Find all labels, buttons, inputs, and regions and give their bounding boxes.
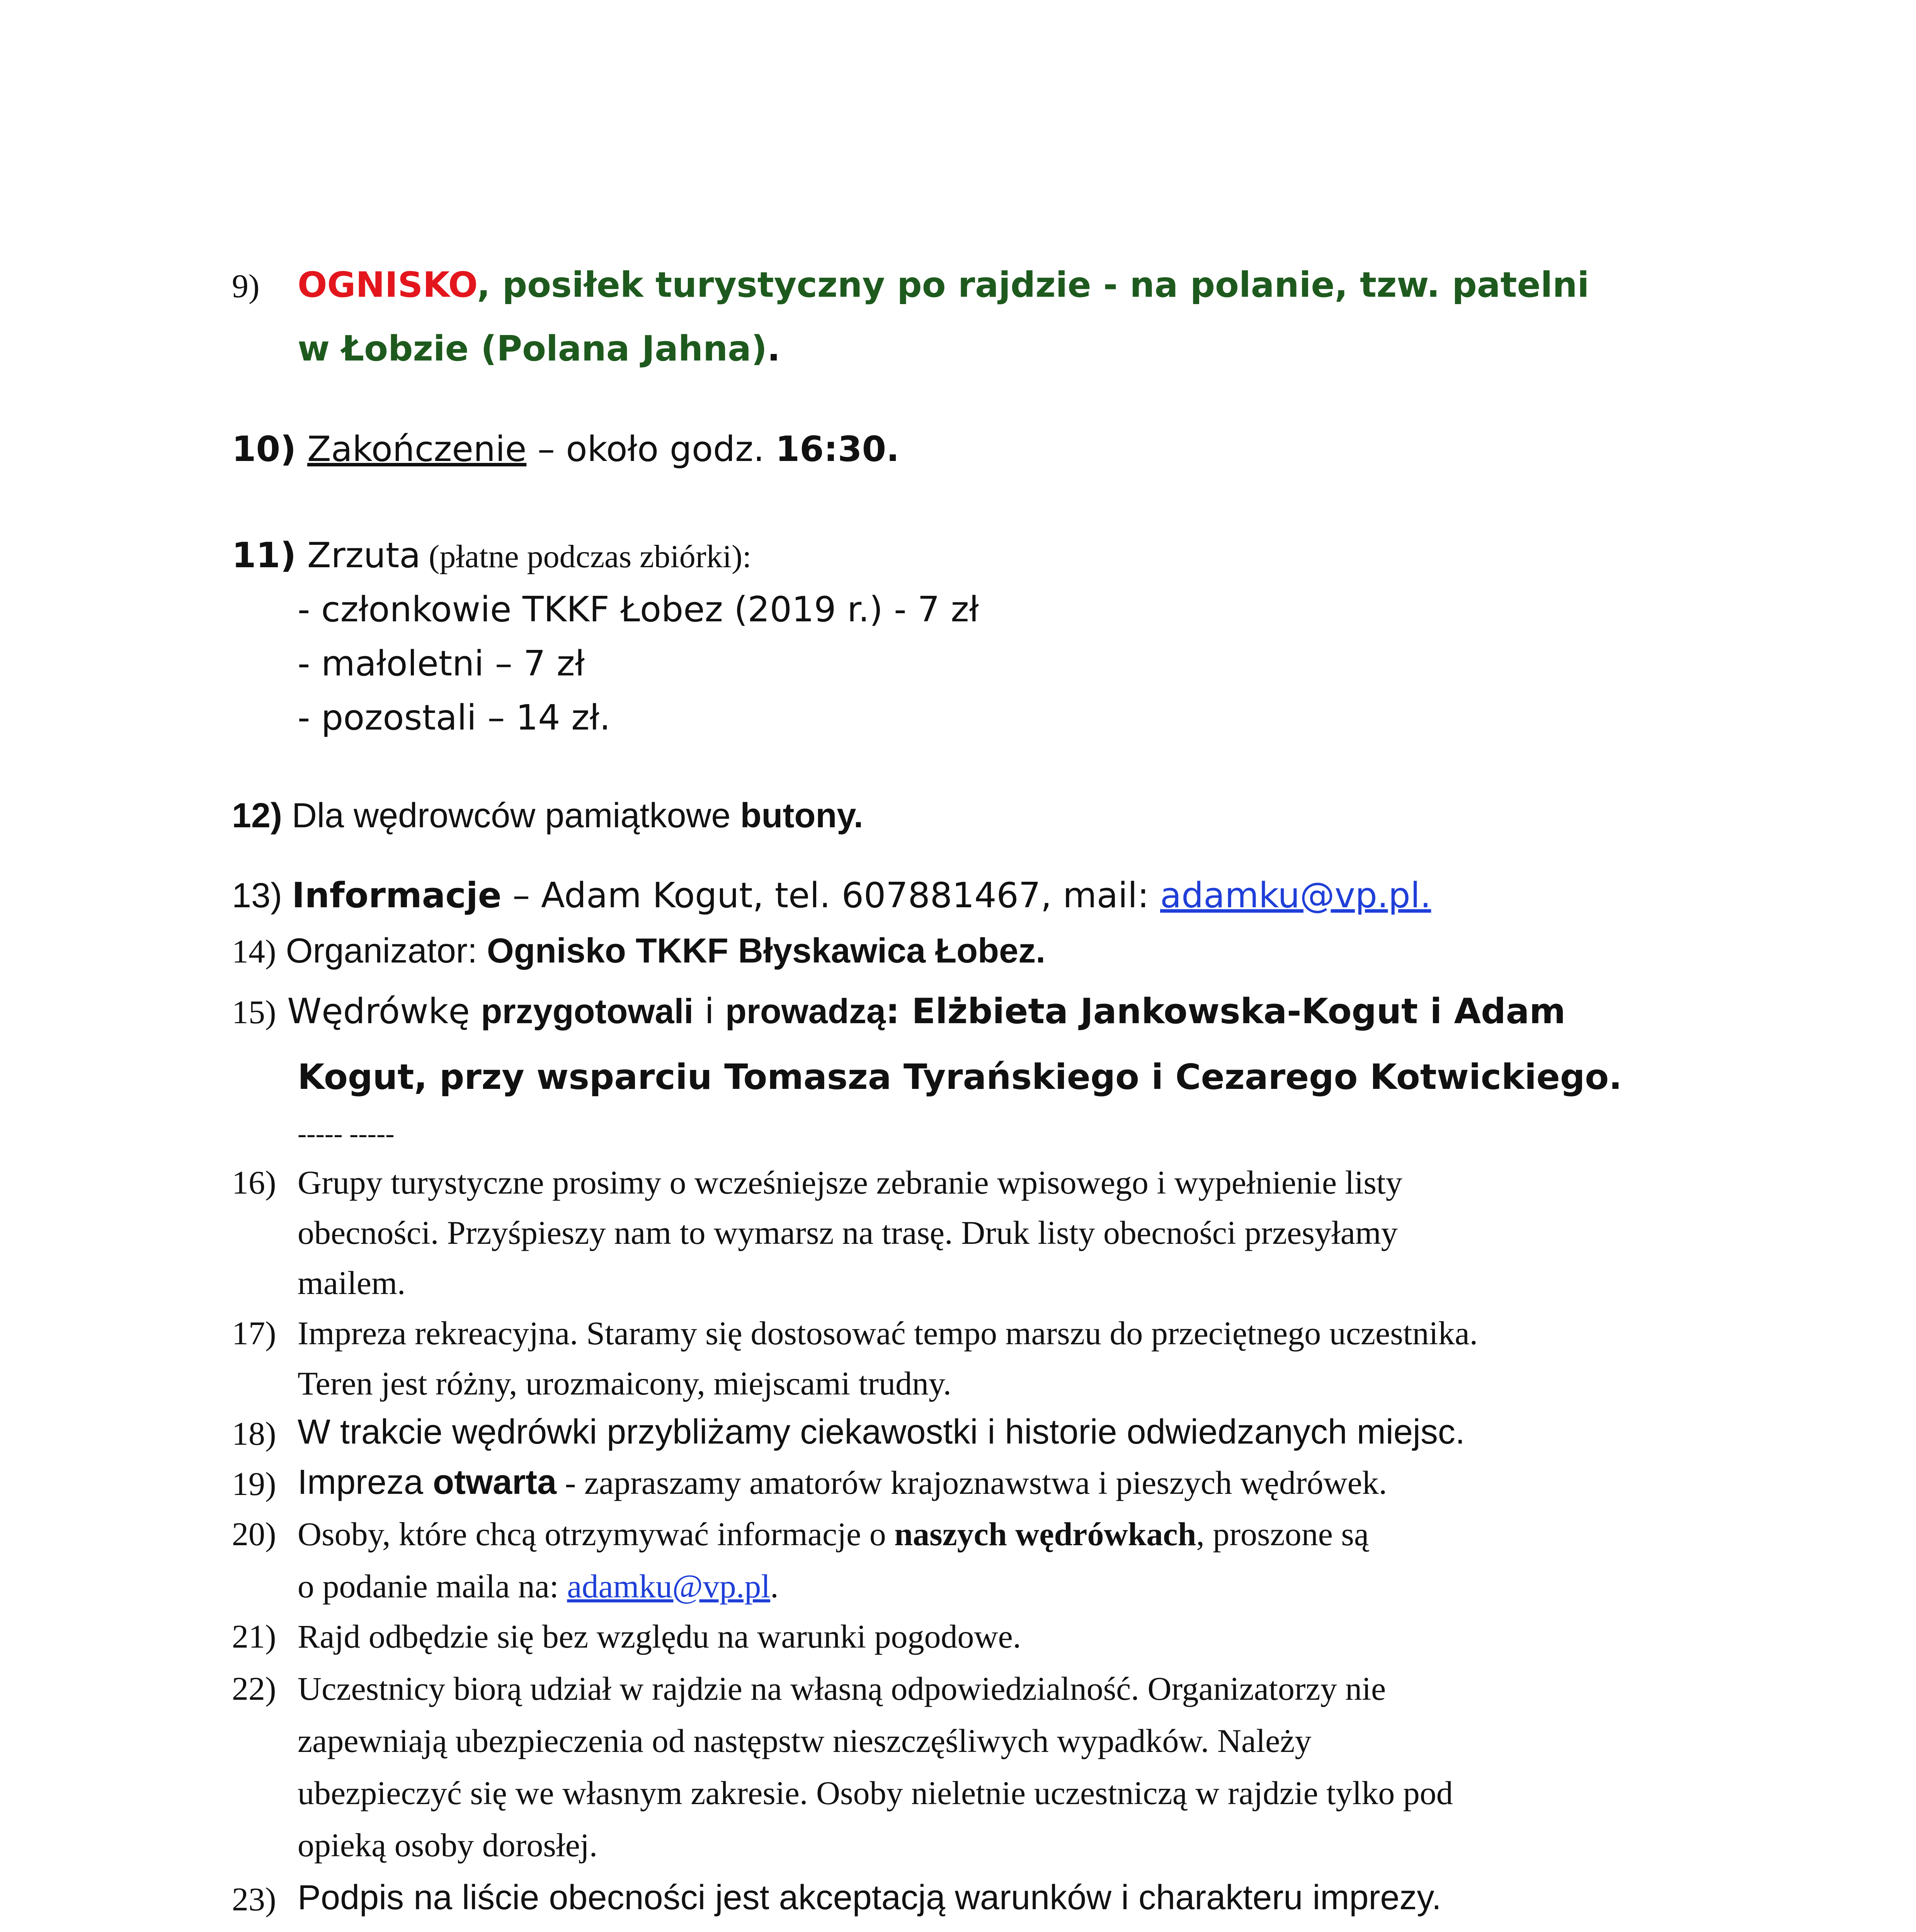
item-21-text: Rajd odbędzie się bez względu na warunki pogodowe.	[298, 1618, 1021, 1655]
item-20-line1	[298, 1515, 1369, 1553]
item-22-line-2: zapewniają ubezpieczenia od następstw nieszczęśliwych wypadków. Należy	[298, 1722, 1312, 1759]
item-11-note: (płatne podczas zbiórki):	[420, 539, 752, 575]
item-13-text: – Adam Kogut, tel. 607881467, mail:	[501, 875, 1160, 916]
item-12-text: Dla wędrowców pamiątkowe	[282, 796, 740, 835]
item-12	[232, 796, 863, 836]
item-10-label: Zakończenie	[307, 429, 527, 469]
item-10	[232, 429, 899, 469]
item-9-line1	[298, 265, 1589, 305]
item-11-line-3: - pozostali – 14 zł.	[298, 697, 611, 738]
item-22-line-4: opieką osoby dorosłej.	[298, 1827, 598, 1864]
item-19-p2: - zapraszamy amatorów krajoznawstwa i pieszych wędrówek.	[556, 1464, 1387, 1501]
item-23-text: Podpis na liście obecności jest akceptacją warunków i charakteru imprezy.	[298, 1878, 1441, 1917]
item-11-label: Zrzuta	[307, 535, 421, 576]
item-16-number: 16)	[232, 1164, 276, 1201]
item-16-line-3: mailem.	[298, 1264, 406, 1301]
item-15-number: 15)	[232, 993, 276, 1031]
item-9-number: 9)	[232, 267, 260, 304]
item-19-p1: Impreza	[298, 1463, 433, 1502]
item-17-line-1: Impreza rekreacyjna. Staramy się dostosować tempo marszu do przeciętnego uczestnika.	[298, 1315, 1478, 1352]
ognisko-label: OGNISKO	[298, 265, 477, 305]
item-14-bold: Ognisko TKKF Błyskawica Łobez.	[487, 932, 1046, 970]
item-19-bold: otwarta	[433, 1463, 557, 1502]
item-14-number: 14)	[232, 933, 276, 970]
item-21-number: 21)	[232, 1618, 276, 1655]
item-11-number: 11)	[232, 535, 296, 576]
item-15-separator: ----- -----	[298, 1119, 395, 1149]
item-20-line2-text: o podanie maila na:	[298, 1568, 567, 1605]
item-9-line1-rest: , posiłek turystyczny po rajdzie - na polanie, tzw. patelni	[477, 265, 1589, 305]
item-20-line2	[298, 1567, 779, 1605]
item-22-line-3: ubezpieczyć się we własnym zakresie. Osoby nieletnie uczestniczą w rajdzie tylko pod	[298, 1774, 1453, 1811]
item-11-line-1: - członkowie TKKF Łobez (2019 r.) - 7 zł	[298, 589, 979, 630]
item-23-number: 23)	[232, 1881, 276, 1918]
item-15-p2: przygotowali	[481, 992, 694, 1031]
item-15-line1	[232, 991, 1565, 1032]
item-20-p2: , proszone są	[1196, 1515, 1369, 1553]
item-9-line2	[298, 328, 780, 369]
item-19-text	[298, 1463, 1387, 1502]
item-19-number: 19)	[232, 1465, 276, 1502]
item-15-line2: Kogut, przy wsparciu Tomasza Tyrańskiego i Cezarego Kotwickiego.	[298, 1057, 1622, 1097]
item-13-email-link[interactable]: adamku@vp.pl.	[1160, 875, 1431, 916]
item-14-text: Organizator:	[276, 932, 487, 970]
item-17-line-2: Teren jest różny, urozmaicony, miejscami trudny.	[298, 1365, 951, 1402]
item-9-line2-text: w Łobzie (Polana Jahna)	[298, 328, 767, 369]
item-9-line2-dot: .	[767, 328, 781, 369]
item-13-bold: Informacje	[292, 875, 502, 916]
item-16-line-2: obecności. Przyśpieszy nam to wymarsz na trasę. Druk listy obecności przesyłamy	[298, 1214, 1398, 1251]
item-20-email-link[interactable]: adamku@vp.pl	[567, 1568, 771, 1605]
item-20-bold: naszych wędrówkach	[894, 1515, 1196, 1553]
item-11-heading	[232, 535, 751, 576]
item-13	[232, 875, 1431, 916]
item-10-mid: – około godz.	[526, 429, 776, 469]
item-20-p1: Osoby, które chcą otrzymywać informacje o	[298, 1515, 895, 1553]
item-15-p5: : Elżbieta Jankowska-Kogut i Adam	[885, 991, 1566, 1032]
item-16-line-1: Grupy turystyczne prosimy o wcześniejsze zebranie wpisowego i wypełnienie listy	[298, 1164, 1402, 1201]
item-14	[232, 931, 1045, 971]
item-18-number: 18)	[232, 1415, 276, 1452]
item-11-line-2: - małoletni – 7 zł	[298, 643, 585, 684]
item-18-text: W trakcie wędrówki przybliżamy ciekawostki i historie odwiedzanych miejsc.	[298, 1413, 1465, 1451]
item-17-number: 17)	[232, 1315, 276, 1352]
item-22-number: 22)	[232, 1670, 276, 1707]
item-12-bold: butony.	[740, 796, 863, 835]
item-15-p4: prowadzą	[725, 992, 886, 1031]
item-12-number: 12)	[232, 796, 282, 835]
item-20-number: 20)	[232, 1515, 276, 1553]
item-15-p3: i	[693, 991, 725, 1032]
item-13-number: 13)	[232, 876, 292, 915]
item-10-time: 16:30.	[775, 429, 900, 469]
item-15-p1: Wędrówkę	[276, 991, 481, 1032]
item-10-number: 10)	[232, 429, 296, 469]
item-22-line-1: Uczestnicy biorą udział w rajdzie na własną odpowiedzialność. Organizatorzy nie	[298, 1670, 1386, 1707]
item-20-dot: .	[770, 1568, 779, 1605]
